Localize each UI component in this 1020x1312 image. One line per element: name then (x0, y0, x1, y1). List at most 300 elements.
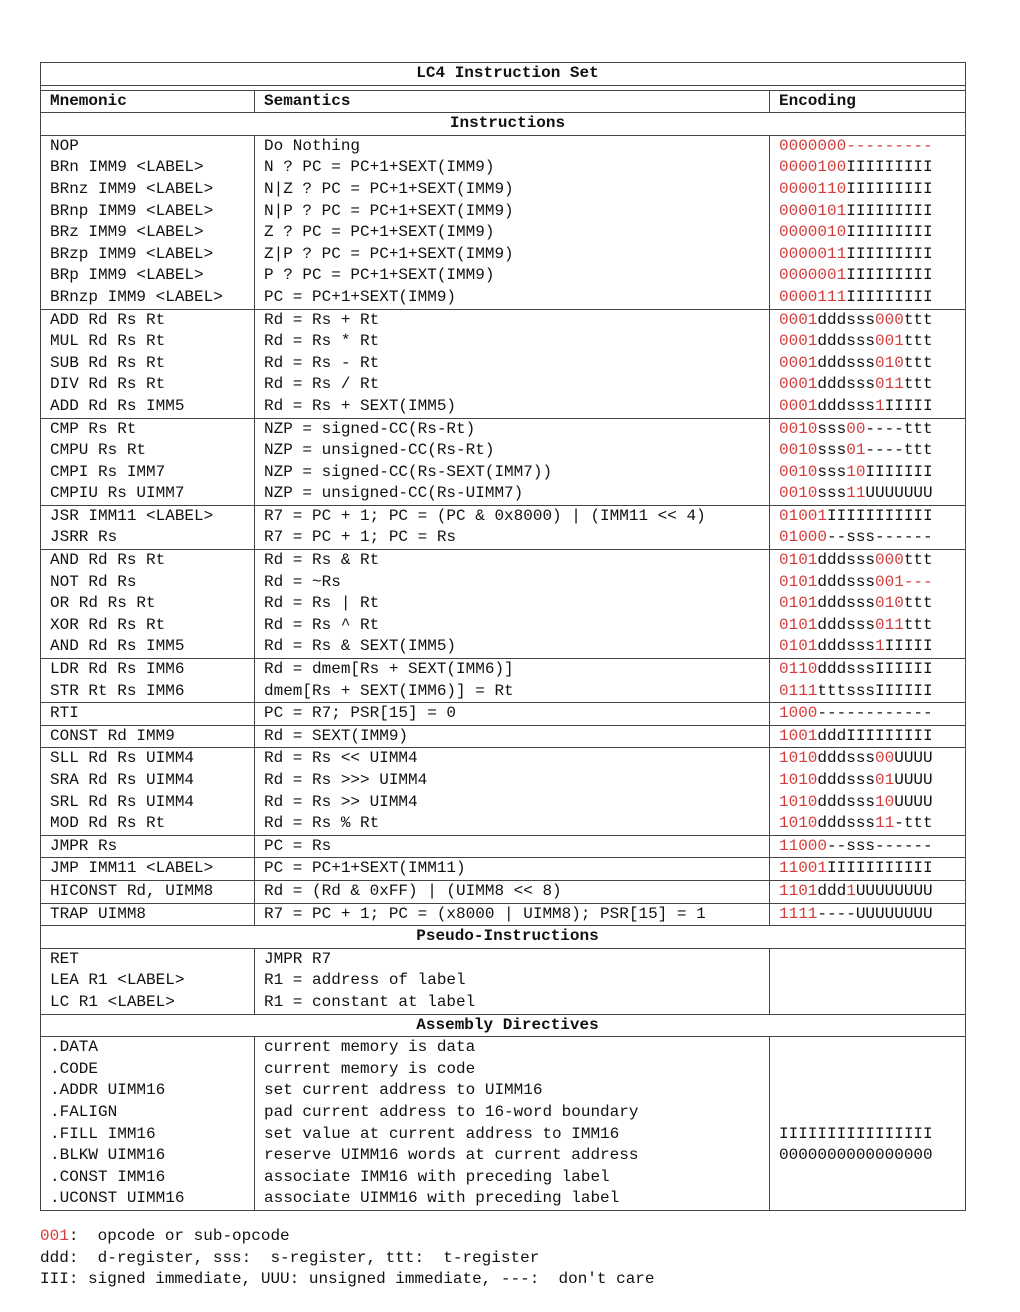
encoding (779, 265, 965, 287)
mnemonic: CONST Rd IMM9 (50, 726, 175, 745)
opcode-bits: 10 (875, 792, 895, 811)
semantics: pad current address to 16-word boundary (264, 1102, 639, 1121)
semantics: Rd = Rs & Rt (264, 551, 380, 570)
instruction-group (41, 135, 966, 309)
legend-text: : opcode or sub-opcode (68, 1227, 290, 1245)
encoding-cell (770, 835, 966, 858)
mnemonic-cell (41, 309, 255, 418)
opcode-bits: 1000 (779, 704, 818, 723)
opcode-bits: 0010 (779, 484, 818, 503)
operand-bits: tttsssIIIIII (817, 681, 933, 700)
encoding-cell (770, 948, 966, 1014)
encoding (779, 792, 965, 814)
instruction-group (41, 659, 966, 703)
opcode-bits: 010 (875, 594, 904, 613)
opcode-bits: 001 (875, 572, 904, 591)
legend-line (40, 1248, 655, 1270)
operand-bits: dddsss (817, 332, 876, 351)
directive-encoding: IIIIIIIIIIIIIIII (779, 1124, 933, 1143)
mnemonic-cell (41, 703, 255, 726)
mnemonic: BRnz IMM9 <LABEL> (50, 179, 214, 198)
instruction-group (41, 748, 966, 835)
semantics: Rd = SEXT(IMM9) (264, 726, 409, 745)
semantics-cell (255, 880, 770, 903)
operand-bits: ttt (903, 353, 933, 372)
opcode-bits: 0000010 (779, 223, 847, 242)
opcode-bits: 01 (875, 771, 895, 789)
mnemonic: RTI (50, 704, 79, 723)
mnemonic: JMPR Rs (50, 836, 118, 855)
opcode-bits: 011 (875, 375, 904, 394)
encoding (779, 353, 965, 375)
encoding (779, 748, 965, 770)
semantics: associate UIMM16 with preceding label (264, 1189, 620, 1208)
semantics: Rd = Rs ^ Rt (264, 615, 380, 634)
semantics: current memory is code (264, 1059, 476, 1078)
encoding (779, 615, 965, 637)
encoding (779, 836, 965, 858)
semantics: N|Z ? PC = PC+1+SEXT(IMM9) (264, 179, 514, 198)
instruction-group (41, 880, 966, 903)
operand-bits: dddsss (817, 572, 876, 591)
opcode-bits: 0001 (779, 396, 818, 415)
operand-bits: IIIII (884, 637, 933, 656)
opcode-bits: 1 (846, 881, 856, 900)
encoding-cell (770, 703, 966, 726)
operand-bits: --sss------ (827, 836, 933, 855)
mnemonic: BRp IMM9 <LABEL> (50, 266, 204, 285)
encoding (779, 572, 965, 594)
mnemonic-cell (41, 1037, 255, 1211)
semantics: Rd = ~Rs (264, 572, 341, 591)
opcode-bits: 0001 (779, 353, 818, 372)
semantics: NZP = signed-CC(Rs-Rt) (264, 419, 476, 438)
mnemonic: CMP Rs Rt (50, 419, 137, 438)
instruction-group (41, 505, 966, 549)
instruction-group (41, 835, 966, 858)
opcode-bits: 1111 (779, 904, 818, 923)
encoding (779, 419, 965, 441)
operand-bits: dddsss (817, 814, 876, 833)
operand-bits: --sss------ (827, 528, 933, 547)
encoding (779, 179, 965, 201)
semantics: reserve UIMM16 words at current address (264, 1146, 639, 1165)
mnemonic: BRnp IMM9 <LABEL> (50, 201, 214, 220)
instruction-group (41, 1037, 966, 1211)
instruction-table (40, 62, 966, 1211)
operand-bits: dddsss (817, 637, 876, 656)
mnemonic-cell (41, 948, 255, 1014)
operand-bits: IIIIIIIIIII (827, 506, 933, 525)
opcode-bits: 000 (875, 310, 904, 329)
operand-bits: dddsss (817, 615, 876, 634)
semantics: dmem[Rs + SEXT(IMM6)] = Rt (264, 681, 514, 700)
instruction-group (41, 550, 966, 659)
operand-bits: IIIIIIIII (846, 158, 933, 177)
opcode-bits: 0101 (779, 615, 818, 634)
opcode-bits: 11001 (779, 859, 828, 878)
semantics-cell (255, 1037, 770, 1211)
mnemonic: STR Rt Rs IMM6 (50, 681, 185, 700)
opcode-bits: 0101 (779, 551, 818, 570)
encoding (779, 201, 965, 223)
semantics-cell (255, 135, 770, 309)
encoding (779, 858, 965, 880)
operand-bits: UUUUUUU (865, 484, 933, 503)
semantics: PC = PC+1+SEXT(IMM11) (264, 859, 466, 878)
legend-text: : signed immediate, UUU: unsigned immediate, ---: don't care (68, 1270, 655, 1289)
opcode-bits: 0010 (779, 441, 818, 460)
semantics: Rd = dmem[Rs + SEXT(IMM6)] (264, 660, 514, 679)
mnemonic: BRz IMM9 <LABEL> (50, 223, 204, 242)
legend-code: III (40, 1270, 69, 1289)
semantics: Rd = Rs + SEXT(IMM5) (264, 396, 457, 415)
encoding (779, 527, 965, 549)
section-title: Pseudo-Instructions (41, 926, 966, 949)
opcode-bits: 0000110 (779, 179, 847, 198)
section-header-row (41, 926, 966, 949)
opcode-bits: --- (903, 572, 933, 591)
encoding (779, 483, 965, 505)
encoding-cell (770, 903, 966, 926)
mnemonic: LC R1 <LABEL> (50, 992, 175, 1011)
mnemonic: CMPI Rs IMM7 (50, 462, 166, 481)
mnemonic: BRzp IMM9 <LABEL> (50, 244, 214, 263)
mnemonic: .DATA (50, 1038, 99, 1057)
encoding (779, 770, 965, 792)
semantics: Do Nothing (264, 136, 361, 155)
opcode-bits: 0010 (779, 419, 818, 438)
mnemonic: SUB Rd Rs Rt (50, 353, 166, 372)
mnemonic-cell (41, 858, 255, 881)
header-encoding: Encoding (770, 90, 966, 113)
mnemonic: NOT Rd Rs (50, 572, 137, 591)
mnemonic: ADD Rd Rs IMM5 (50, 396, 185, 415)
encoding-cell (770, 748, 966, 835)
table-title: LC4 Instruction Set (41, 63, 966, 86)
opcode-bits: 1010 (779, 771, 818, 789)
header-semantics: Semantics (255, 90, 770, 113)
legend-code: ddd (40, 1248, 69, 1267)
opcode-bits: 0001 (779, 310, 818, 329)
semantics: R7 = PC + 1; PC = (PC & 0x8000) | (IMM11 << 4) (264, 506, 706, 525)
opcode-bits: 010 (875, 353, 904, 372)
legend-text: : d-register, sss: s-register, ttt: t-register (68, 1248, 540, 1267)
opcode-bits: 01001 (779, 506, 828, 525)
opcode-bits: 0010 (779, 462, 818, 481)
opcode-bits: 0000000 (779, 136, 847, 155)
opcode-bits: 0001 (779, 375, 818, 394)
opcode-bits: 0001 (779, 332, 818, 351)
semantics: Z|P ? PC = PC+1+SEXT(IMM9) (264, 244, 514, 263)
encoding-cell (770, 1037, 966, 1211)
operand-bits: ----ttt (865, 419, 933, 438)
encoding (779, 310, 965, 332)
semantics-cell (255, 505, 770, 549)
mnemonic: JSRR Rs (50, 528, 118, 547)
encoding (779, 813, 965, 835)
operand-bits: ------------ (817, 704, 933, 723)
mnemonic: SRL Rd Rs UIMM4 (50, 792, 195, 811)
encoding-cell (770, 858, 966, 881)
semantics-cell (255, 903, 770, 926)
mnemonic: NOP (50, 136, 79, 155)
instruction-group (41, 418, 966, 505)
directive-encoding: 0000000000000000 (779, 1146, 933, 1165)
operand-bits: ttt (903, 615, 933, 634)
mnemonic: .BLKW UIMM16 (50, 1146, 166, 1165)
instruction-group (41, 858, 966, 881)
opcode-bits: 000 (875, 551, 904, 570)
operand-bits: sss (817, 419, 847, 438)
mnemonic: .UCONST UIMM16 (50, 1189, 185, 1208)
semantics-cell (255, 550, 770, 659)
operand-bits: ----UUUUUUUU (817, 904, 933, 923)
opcode-bits: 10 (846, 462, 866, 481)
semantics: R1 = address of label (264, 971, 466, 990)
opcode-bits: 0000100 (779, 158, 847, 177)
encoding (779, 593, 965, 615)
operand-bits: dddsss (817, 792, 876, 811)
semantics: N ? PC = PC+1+SEXT(IMM9) (264, 158, 495, 177)
opcode-bits: 0111 (779, 681, 818, 700)
encoding (779, 881, 965, 903)
operand-bits: ttt (903, 332, 933, 351)
opcode-bits: 0101 (779, 594, 818, 613)
section-header-row (41, 113, 966, 136)
instruction-group (41, 948, 966, 1014)
encoding (779, 244, 965, 266)
semantics: Rd = (Rd & 0xFF) | (UIMM8 << 8) (264, 881, 562, 900)
operand-bits: UUUU (894, 792, 933, 811)
semantics: Rd = Rs + Rt (264, 310, 380, 329)
encoding-cell (770, 309, 966, 418)
encoding-legend (40, 1226, 655, 1291)
semantics: Rd = Rs << UIMM4 (264, 749, 418, 768)
encoding-cell (770, 505, 966, 549)
section-title: Assembly Directives (41, 1014, 966, 1037)
mnemonic-cell (41, 880, 255, 903)
encoding-cell (770, 880, 966, 903)
semantics: P ? PC = PC+1+SEXT(IMM9) (264, 266, 495, 285)
mnemonic: OR Rd Rs Rt (50, 594, 156, 613)
semantics: NZP = unsigned-CC(Rs-UIMM7) (264, 484, 524, 503)
mnemonic: AND Rd Rs IMM5 (50, 637, 185, 656)
operand-bits: sss (817, 441, 847, 460)
instruction-group (41, 309, 966, 418)
operand-bits: IIIII (884, 396, 933, 415)
encoding-cell (770, 135, 966, 309)
operand-bits: ttt (903, 310, 933, 329)
opcode-bits: 0000001 (779, 266, 847, 285)
mnemonic: DIV Rd Rs Rt (50, 375, 166, 394)
opcode-bits: 0000101 (779, 201, 847, 220)
legend-line (40, 1269, 655, 1291)
semantics: R1 = constant at label (264, 992, 476, 1011)
mnemonic: SLL Rd Rs UIMM4 (50, 749, 195, 768)
encoding (779, 287, 965, 309)
mnemonic-cell (41, 903, 255, 926)
semantics: PC = Rs (264, 836, 332, 855)
section-header-row (41, 1014, 966, 1037)
mnemonic: CMPU Rs Rt (50, 441, 147, 460)
opcode-bits: 0101 (779, 637, 818, 656)
instruction-group (41, 703, 966, 726)
opcode-bits: 0000011 (779, 244, 847, 263)
semantics-cell (255, 659, 770, 703)
operand-bits: dddsssIIIIII (817, 660, 933, 679)
encoding (779, 550, 965, 572)
semantics-cell (255, 309, 770, 418)
opcode-bits: 1010 (779, 749, 818, 768)
encoding (779, 681, 965, 703)
semantics-cell (255, 725, 770, 748)
mnemonic-cell (41, 135, 255, 309)
column-header-row (41, 90, 966, 113)
operand-bits: dddsss (817, 749, 876, 768)
opcode-bits: 01000 (779, 528, 828, 547)
semantics-cell (255, 948, 770, 1014)
encoding (779, 462, 965, 484)
semantics-cell (255, 703, 770, 726)
operand-bits: UUUU (894, 771, 933, 789)
operand-bits: dddIIIIIIIII (817, 726, 933, 745)
encoding-cell (770, 550, 966, 659)
mnemonic: LEA R1 <LABEL> (50, 971, 185, 990)
operand-bits: IIIIIIIII (846, 266, 933, 285)
encoding (779, 703, 965, 725)
semantics-cell (255, 418, 770, 505)
semantics: Rd = Rs - Rt (264, 353, 380, 372)
operand-bits: sss (817, 484, 847, 503)
encoding-cell (770, 659, 966, 703)
encoding-cell (770, 418, 966, 505)
semantics: NZP = unsigned-CC(Rs-Rt) (264, 441, 495, 460)
operand-bits: ----ttt (865, 441, 933, 460)
mnemonic: .CODE (50, 1059, 99, 1078)
instruction-group (41, 725, 966, 748)
operand-bits: IIIIIIIII (846, 223, 933, 242)
semantics: Rd = Rs % Rt (264, 814, 380, 833)
operand-bits: IIIIIIIIIII (827, 859, 933, 878)
opcode-bits: 01 (846, 441, 866, 460)
semantics: NZP = signed-CC(Rs-SEXT(IMM7)) (264, 462, 553, 481)
operand-bits: IIIIIIIII (846, 287, 933, 306)
semantics-cell (255, 835, 770, 858)
encoding (779, 726, 965, 748)
operand-bits: ddd (817, 881, 847, 900)
operand-bits: dddsss (817, 396, 876, 415)
operand-bits: UUUUUUUU (855, 881, 933, 900)
opcode-bits: 00 (846, 419, 866, 438)
semantics: Rd = Rs >> UIMM4 (264, 792, 418, 811)
mnemonic: TRAP UIMM8 (50, 904, 147, 923)
mnemonic: CMPIU Rs UIMM7 (50, 484, 185, 503)
mnemonic: .FALIGN (50, 1102, 118, 1121)
operand-bits: IIIIIII (865, 462, 933, 481)
semantics: PC = PC+1+SEXT(IMM9) (264, 287, 457, 306)
opcode-bits: 1 (875, 396, 885, 415)
opcode-bits: --------- (846, 136, 933, 155)
operand-bits: ttt (903, 594, 933, 613)
encoding (779, 659, 965, 681)
opcode-bits: 11000 (779, 836, 828, 855)
operand-bits: IIIIIIIII (846, 201, 933, 220)
mnemonic: LDR Rd Rs IMM6 (50, 660, 185, 679)
semantics: N|P ? PC = PC+1+SEXT(IMM9) (264, 201, 514, 220)
mnemonic-cell (41, 835, 255, 858)
opcode-bits: 11 (846, 484, 866, 503)
opcode-bits: 1010 (779, 814, 818, 833)
encoding (779, 222, 965, 244)
semantics: Rd = Rs >>> UIMM4 (264, 771, 428, 789)
semantics: Rd = Rs | Rt (264, 594, 380, 613)
semantics: R7 = PC + 1; PC = Rs (264, 528, 457, 547)
mnemonic: JSR IMM11 <LABEL> (50, 506, 214, 525)
semantics: R7 = PC + 1; PC = (x8000 | UIMM8); PSR[15] = 1 (264, 904, 706, 923)
semantics: Rd = Rs * Rt (264, 332, 380, 351)
semantics: current memory is data (264, 1038, 476, 1057)
operand-bits: -ttt (894, 814, 933, 833)
mnemonic-cell (41, 748, 255, 835)
operand-bits: sss (817, 462, 847, 481)
mnemonic: .FILL IMM16 (50, 1124, 156, 1143)
semantics: associate IMM16 with preceding label (264, 1167, 610, 1186)
header-mnemonic: Mnemonic (41, 90, 255, 113)
mnemonic: XOR Rd Rs Rt (50, 615, 166, 634)
operand-bits: IIIIIIIII (846, 244, 933, 263)
mnemonic: .CONST IMM16 (50, 1167, 166, 1186)
opcode-bits: 00 (875, 749, 895, 768)
encoding (779, 374, 965, 396)
semantics-cell (255, 858, 770, 881)
mnemonic-cell (41, 550, 255, 659)
mnemonic: MOD Rd Rs Rt (50, 814, 166, 833)
opcode-bits: 0101 (779, 572, 818, 591)
mnemonic: RET (50, 949, 79, 968)
mnemonic-cell (41, 659, 255, 703)
opcode-bits: 0110 (779, 660, 818, 679)
mnemonic: JMP IMM11 <LABEL> (50, 859, 214, 878)
semantics: Z ? PC = PC+1+SEXT(IMM9) (264, 223, 495, 242)
mnemonic-cell (41, 725, 255, 748)
instruction-set-sheet (40, 62, 965, 1211)
table-title-row (41, 63, 966, 86)
mnemonic: MUL Rd Rs Rt (50, 332, 166, 351)
opcode-bits: 1 (875, 637, 885, 656)
semantics: set value at current address to IMM16 (264, 1124, 620, 1143)
operand-bits: IIIIIIIII (846, 179, 933, 198)
operand-bits: dddsss (817, 551, 876, 570)
encoding (779, 396, 965, 418)
encoding (779, 136, 965, 158)
operand-bits: dddsss (817, 771, 876, 789)
opcode-bits: 011 (875, 615, 904, 634)
mnemonic: SRA Rd Rs UIMM4 (50, 771, 195, 789)
legend-code: 001 (40, 1227, 69, 1245)
mnemonic: HICONST Rd, UIMM8 (50, 881, 214, 900)
opcode-bits: 0000111 (779, 287, 847, 306)
opcode-bits: 11 (875, 814, 895, 833)
encoding (779, 506, 965, 528)
semantics: PC = R7; PSR[15] = 0 (264, 704, 457, 723)
operand-bits: dddsss (817, 375, 876, 394)
operand-bits: dddsss (817, 353, 876, 372)
operand-bits: dddsss (817, 310, 876, 329)
mnemonic: BRn IMM9 <LABEL> (50, 158, 204, 177)
encoding (779, 636, 965, 658)
encoding (779, 331, 965, 353)
